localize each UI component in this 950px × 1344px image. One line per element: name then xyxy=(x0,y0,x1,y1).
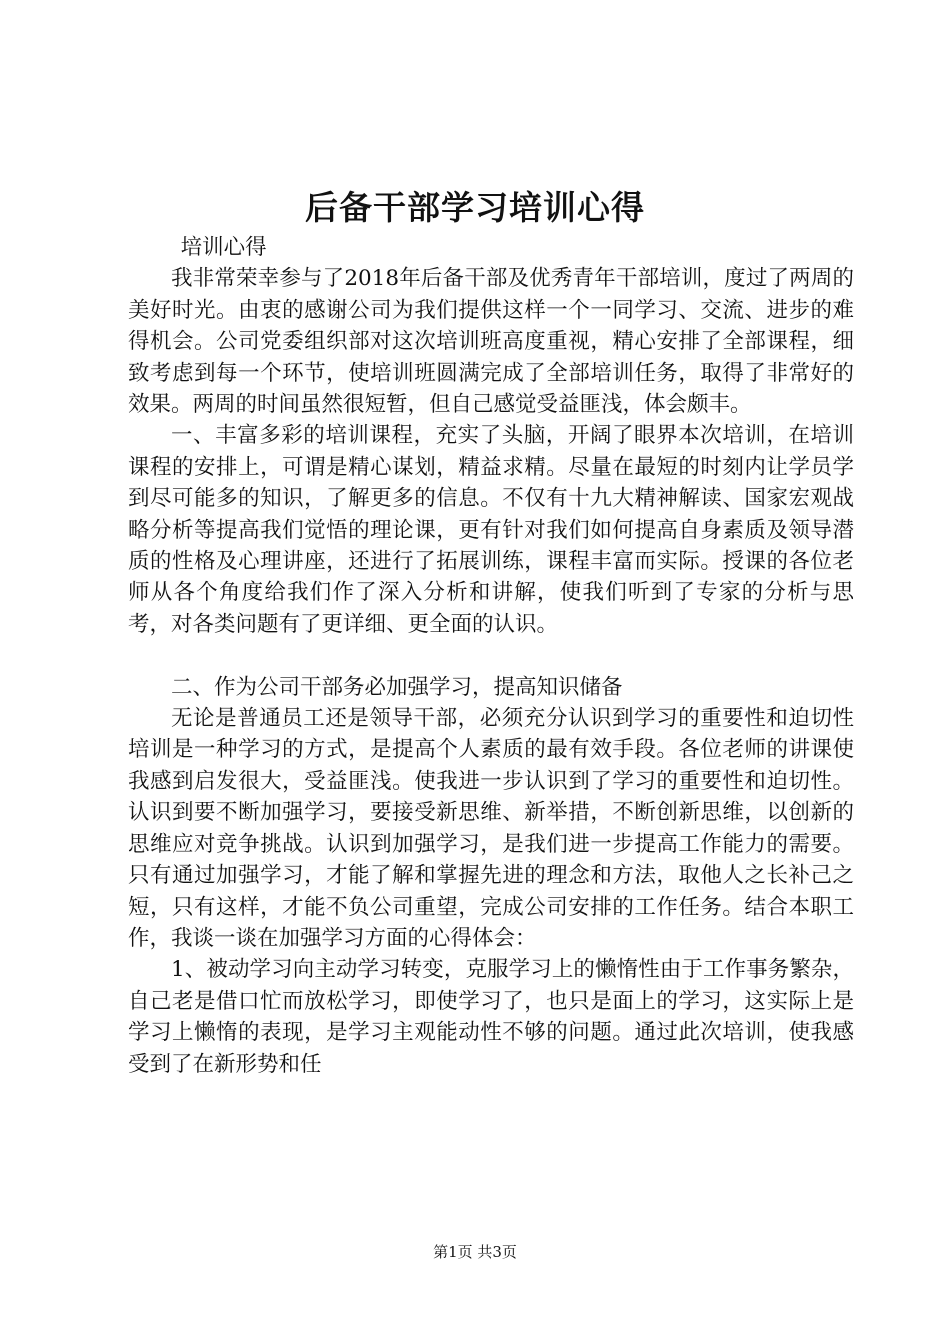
paragraph-point-one: 1、被动学习向主动学习转变，克服学习上的懒惰性由于工作事务繁杂，自己老是借口忙而放松学习，即使学习了，也只是面上的学习，这实际上是学习上懒惰的表现，是学习主观能动性不够的问题。通过此次培训，使我感受到了在新形势和任 xyxy=(128,957,854,1077)
paragraph-subtitle: 培训心得 xyxy=(180,235,267,260)
document-title: 后备干部学习培训心得 xyxy=(305,188,645,227)
page-number-footer: 第1页 共3页 xyxy=(433,1243,517,1261)
paragraph-section-one: 一、丰富多彩的培训课程，充实了头脑，开阔了眼界本次培训，在培训课程的安排上，可谓是精心谋划，精益求精。尽量在最短的时刻内让学员学到尽可能多的知识，了解更多的信息。不仅有十九大精神解读、国家宏观战略分析等提高我们觉悟的理论课，更有针对我们如何提高自身素质及领导潜质的性格及心理讲座，还进行了拓展训练，课程丰富而实际。授课的各位老师从各个角度给我们作了深入分析和讲解，使我们听到了专家的分析与思考，对各类问题有了更详细、更全面的认识。 xyxy=(128,423,854,637)
document-body xyxy=(128,232,854,1080)
paragraph-section-two-heading: 二、作为公司干部务必加强学习，提高知识储备 xyxy=(171,674,623,700)
paragraph-spacer xyxy=(128,640,854,671)
paragraph-intro: 我非常荣幸参与了2018年后备干部及优秀青年干部培训，度过了两周的美好时光。由衷的感谢公司为我们提供这样一个一同学习、交流、进步的难得机会。公司党委组织部对这次培训班高度重视，精心安排了全部课程，细致考虑到每一个环节，使培训班圆满完成了全部培训任务，取得了非常好的效果。两周的时间虽然很短暂，但自己感觉受益匪浅，体会颇丰。 xyxy=(128,266,854,418)
paragraph-section-two: 无论是普通员工还是领导干部，必须充分认识到学习的重要性和迫切性培训是一种学习的方式，是提高个人素质的最有效手段。各位老师的讲课使我感到启发很大，受益匪浅。使我进一步认识到了学习的重要性和迫切性。认识到要不断加强学习，要接受新思维、新举措，不断创新思维，以创新的思维应对竞争挑战。认识到加强学习，是我们进一步提高工作能力的需要。只有通过加强学习，才能了解和掌握先进的理念和方法，取他人之长补己之短，只有这样，才能不负公司重望，完成公司安排的工作任务。结合本职工作，我谈一谈在加强学习方面的心得体会： xyxy=(128,706,854,951)
